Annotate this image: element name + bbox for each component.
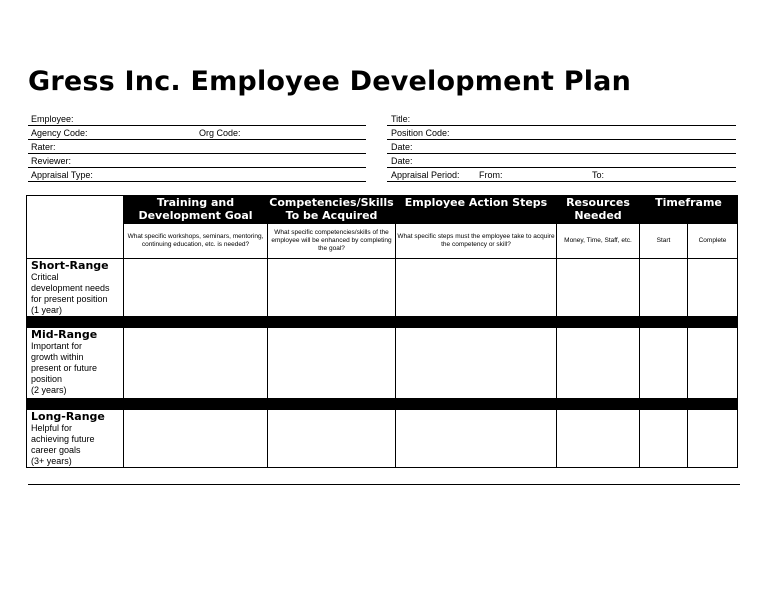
employee-info-right: [387, 112, 736, 182]
row-desc-line: (1 year): [31, 305, 63, 315]
row-desc-line: position: [31, 374, 63, 384]
title-field[interactable]: [387, 112, 736, 126]
header-action-steps: Employee Action Steps: [396, 196, 557, 224]
row-desc-line: achieving future: [31, 434, 95, 444]
long-start-cell[interactable]: [640, 410, 688, 468]
long-resources-cell[interactable]: [557, 410, 640, 468]
row-desc-line: (3+ years): [31, 456, 72, 466]
position-code-label: Position Code:: [391, 128, 450, 138]
mid-action-steps-cell[interactable]: [396, 328, 557, 399]
short-resources-cell[interactable]: [557, 259, 640, 317]
header-row: [27, 196, 738, 224]
date-label-1: Date:: [391, 142, 413, 152]
rater-field[interactable]: [28, 140, 366, 154]
short-complete-cell[interactable]: [688, 259, 738, 317]
row-desc-line: Critical: [31, 272, 59, 282]
mid-resources-cell[interactable]: [557, 328, 640, 399]
mid-competencies-cell[interactable]: [268, 328, 396, 399]
row-desc-line: Helpful for: [31, 423, 73, 433]
to-label: To:: [592, 170, 605, 180]
position-code-field[interactable]: [387, 126, 736, 140]
table-row-short-range: [27, 259, 738, 317]
date-field-2[interactable]: [387, 154, 736, 168]
separator-bar: [27, 399, 738, 410]
date-field-1[interactable]: [387, 140, 736, 154]
subheader-resources: Money, Time, Staff, etc.: [557, 224, 640, 259]
employee-label: Employee:: [31, 114, 74, 124]
row-name: Mid-Range: [31, 328, 98, 341]
mid-training-cell[interactable]: [124, 328, 268, 399]
row-desc-line: development needs: [31, 283, 110, 293]
bottom-divider: [28, 484, 740, 485]
date-label-2: Date:: [391, 156, 413, 166]
development-plan-table: [26, 195, 738, 468]
subheader-start: Start: [640, 224, 688, 259]
employee-field[interactable]: [28, 112, 366, 126]
separator-band: [27, 317, 738, 328]
mid-complete-cell[interactable]: [688, 328, 738, 399]
mid-start-cell[interactable]: [640, 328, 688, 399]
row-name: Short-Range: [31, 259, 109, 272]
row-label-short-range: [27, 259, 124, 317]
agency-code-field[interactable]: [28, 126, 366, 140]
document-title: Gress Inc. Employee Development Plan: [28, 66, 632, 97]
reviewer-label: Reviewer:: [31, 156, 72, 166]
subheader-action-steps: What specific steps must the employee take to acquire the competency or skill?: [396, 224, 557, 259]
short-training-cell[interactable]: [124, 259, 268, 317]
rater-label: Rater:: [31, 142, 56, 152]
short-action-steps-cell[interactable]: [396, 259, 557, 317]
long-competencies-cell[interactable]: [268, 410, 396, 468]
row-desc-line: career goals: [31, 445, 81, 455]
appraisal-period-field[interactable]: [387, 168, 736, 182]
table-row-long-range: [27, 410, 738, 468]
row-desc-line: for present position: [31, 294, 108, 304]
short-start-cell[interactable]: [640, 259, 688, 317]
reviewer-field[interactable]: [28, 154, 366, 168]
row-desc-line: Important for: [31, 341, 83, 351]
appraisal-type-label: Appraisal Type:: [31, 170, 93, 180]
row-desc-line: present or future: [31, 363, 98, 373]
row-label-mid-range: [27, 328, 124, 399]
header-blank-cell: [27, 196, 124, 259]
row-desc-line: (2 years): [31, 385, 67, 395]
agency-code-label: Agency Code:: [31, 128, 88, 138]
header-competencies: Competencies/Skills To be Acquired: [269, 196, 394, 222]
long-action-steps-cell[interactable]: [396, 410, 557, 468]
short-competencies-cell[interactable]: [268, 259, 396, 317]
appraisal-type-field[interactable]: [28, 168, 366, 182]
subheader-training: What specific workshops, seminars, mentoring, continuing education, etc. is needed?: [124, 224, 268, 259]
separator-band: [27, 399, 738, 410]
appraisal-period-label: Appraisal Period:: [391, 170, 460, 180]
employee-info-left: [28, 112, 366, 182]
long-complete-cell[interactable]: [688, 410, 738, 468]
row-desc-line: growth within: [31, 352, 84, 362]
separator-bar: [27, 317, 738, 328]
title-label: Title:: [391, 114, 411, 124]
long-training-cell[interactable]: [124, 410, 268, 468]
header-training: Training and Development Goal: [124, 196, 268, 224]
row-label-long-range: [27, 410, 124, 468]
header-timeframe: Timeframe: [640, 196, 738, 224]
subheader-row: [27, 224, 738, 259]
org-code-label: Org Code:: [199, 128, 241, 138]
row-name: Long-Range: [31, 410, 105, 423]
subheader-competencies: What specific competencies/skills of the employee will be enhanced by completing the goal?: [268, 224, 396, 259]
table-row-mid-range: [27, 328, 738, 399]
from-label: From:: [479, 170, 503, 180]
header-resources: Resources Needed: [557, 196, 640, 224]
subheader-complete: Complete: [688, 224, 738, 259]
